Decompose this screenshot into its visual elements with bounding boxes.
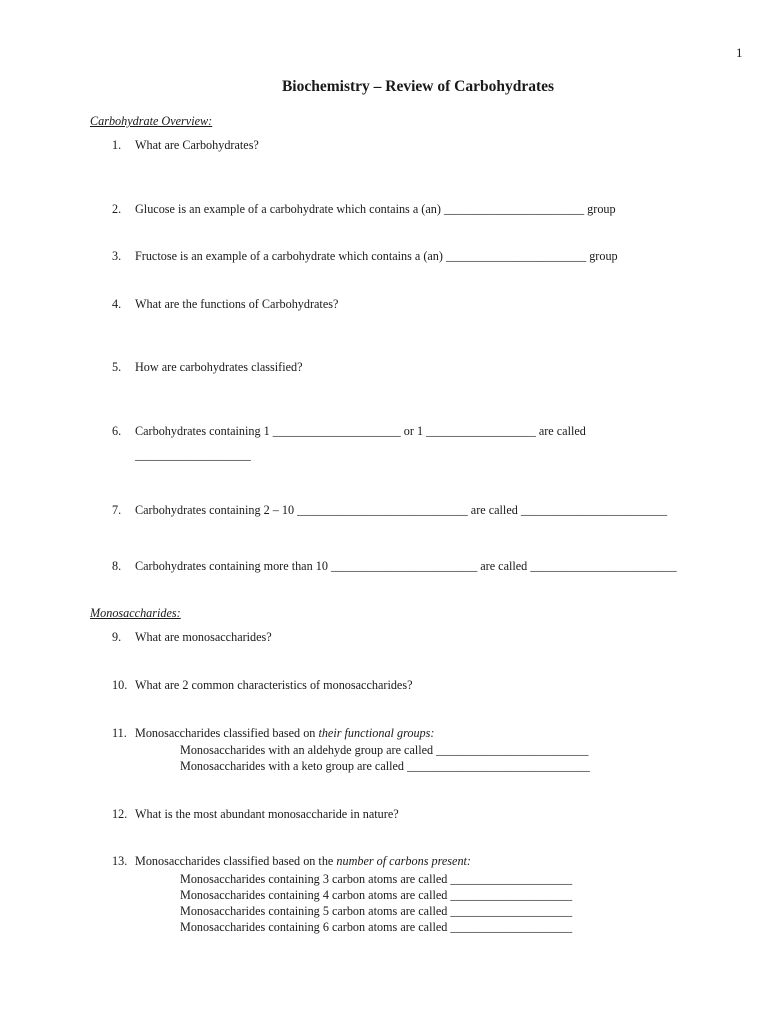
question-text — [135, 854, 471, 869]
question-number: 6. — [112, 424, 122, 438]
subquestion: Monosaccharides with an aldehyde group are called _________________________ — [180, 743, 589, 757]
subquestion: Monosaccharides containing 4 carbon atoms are called ____________________ — [180, 888, 573, 902]
subquestion: Monosaccharides containing 5 carbon atoms are called ____________________ — [180, 904, 573, 918]
section-heading-monosaccharides: Monosaccharides: — [90, 606, 181, 620]
question-number: 4. — [112, 297, 122, 311]
section-heading-overview: Carbohydrate Overview: — [90, 114, 213, 128]
page-number: 1 — [736, 45, 743, 60]
question-text: What is the most abundant monosaccharide in nature? — [135, 807, 399, 821]
question-text: What are monosaccharides? — [135, 630, 272, 644]
question-number: 3. — [112, 249, 122, 263]
question-text-plain: Monosaccharides classified based on — [135, 726, 319, 740]
question-text — [135, 726, 434, 741]
subquestion: Monosaccharides with a keto group are called ______________________________ — [180, 759, 590, 773]
question-text: Fructose is an example of a carbohydrate which contains a (an) _______________________ group — [135, 249, 618, 263]
question-number: 8. — [112, 559, 122, 573]
question-text: What are 2 common characteristics of monosaccharides? — [135, 678, 413, 692]
question-text: Carbohydrates containing 2 – 10 ____________________________ are called ________________________ — [135, 503, 668, 517]
page-title: Biochemistry – Review of Carbohydrates — [281, 78, 555, 95]
question-number: 12. — [112, 807, 128, 821]
question-text-emphasis: number of carbons present: — [336, 854, 471, 868]
question-text-plain: Monosaccharides classified based on the — [135, 854, 337, 868]
question-text: What are the functions of Carbohydrates? — [135, 297, 339, 311]
question-number: 2. — [112, 202, 122, 216]
question-text: Carbohydrates containing more than 10 ________________________ are called ________________________ — [135, 559, 677, 573]
question-number: 7. — [112, 503, 122, 517]
question-text-emphasis: their functional groups: — [318, 726, 435, 740]
question-number: 11. — [112, 726, 127, 740]
question-number: 5. — [112, 360, 122, 374]
question-text: What are Carbohydrates? — [135, 138, 259, 152]
question-number: 13. — [112, 854, 128, 868]
subquestion: Monosaccharides containing 3 carbon atoms are called ____________________ — [180, 872, 573, 886]
question-text: Glucose is an example of a carbohydrate which contains a (an) _______________________ group — [135, 202, 616, 216]
question-continuation: ___________________ — [135, 448, 251, 462]
subquestion: Monosaccharides containing 6 carbon atoms are called ____________________ — [180, 920, 573, 934]
question-text: Carbohydrates containing 1 _____________________ or 1 __________________ are called — [135, 424, 586, 438]
question-number: 10. — [112, 678, 128, 692]
question-number: 9. — [112, 630, 122, 644]
question-number: 1. — [112, 138, 122, 152]
question-text: How are carbohydrates classified? — [135, 360, 303, 374]
